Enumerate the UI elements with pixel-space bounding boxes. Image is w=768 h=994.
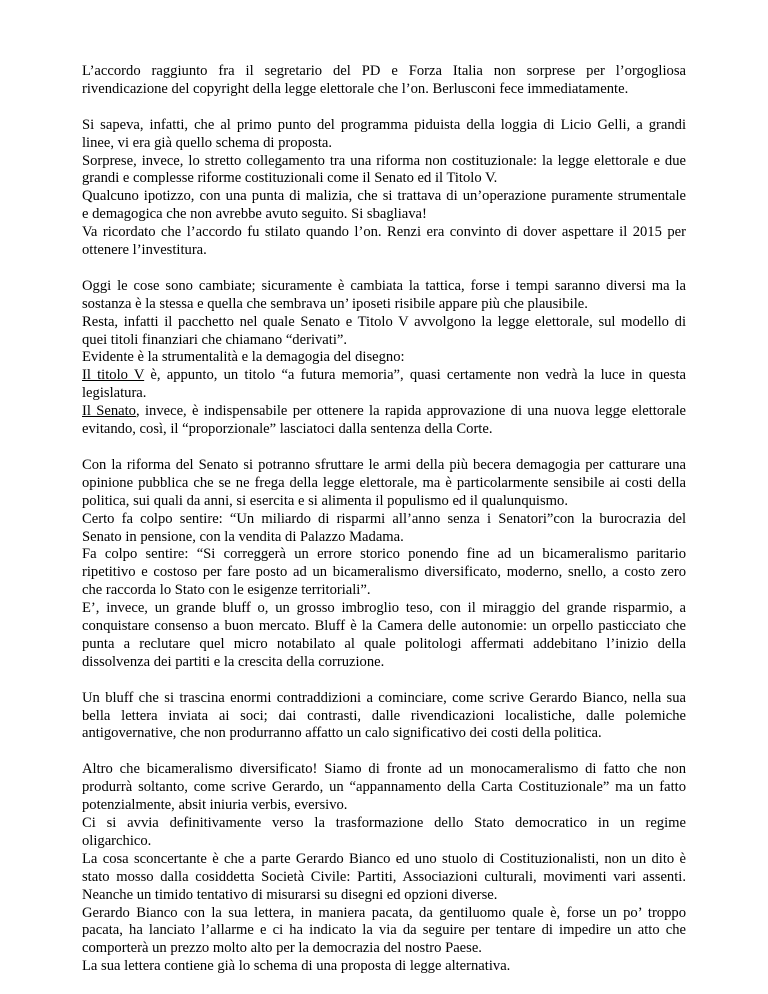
text-line: Neanche un timido tentativo di misurarsi su disegni ed opzioni diverse. xyxy=(82,886,498,903)
text-line: conquistare consenso a buon mercato. Bluff è la Camera delle autonomie: un orpello pasticciato che xyxy=(82,618,686,635)
text-line: e demagogica che non avrebbe avuto seguito. Si sbagliava! xyxy=(82,206,427,223)
paragraph-6 xyxy=(82,761,686,976)
text-line: pacata, ha lanciato l’allarme e ci ha indicato la via da seguire per tentare di impedire un atto che xyxy=(82,922,686,939)
text-line: comporterà un prezzo molto alto per la democrazia del nostro Paese. xyxy=(82,940,482,957)
text-line: potenzialmente, absit iniuria verbis, eversivo. xyxy=(82,797,348,814)
text-line: Fa colpo sentire: “Si correggerà un errore storico ponendo fine ad un bicameralismo paritario xyxy=(82,546,686,563)
paragraph-3 xyxy=(82,278,686,439)
text-line: oligarchico. xyxy=(82,832,152,849)
paragraph-2 xyxy=(82,117,686,260)
text-line: quei titoli finanziari che chiamano “derivati”. xyxy=(82,331,348,348)
text-line: politica, sui quali da anni, si esercita e si alimenta il populismo ed il qualunquismo. xyxy=(82,492,568,509)
text-line: Sorprese, invece, lo stretto collegamento tra una riforma non costituzionale: la legge elettorale e due xyxy=(82,152,686,169)
text-line: antigovernative, che non produrranno affatto un calo significativo dei costi della politica. xyxy=(82,725,602,742)
text-line: Altro che bicameralismo diversificato! Siamo di fronte ad un monocameralismo di fatto che non xyxy=(82,761,686,778)
text-line: ottenere l’investitura. xyxy=(82,242,207,259)
text-line: La cosa sconcertante è che a parte Gerardo Bianco ed uno stuolo di Costituzionalisti, non un dito è xyxy=(82,850,686,867)
text-line: produrrà soltanto, come scrive Gerardo, un “appannamento della Carta Costituzionale” ma un fatto xyxy=(82,779,686,796)
line-rest: è, appunto, un titolo “a futura memoria”, quasi certamente non vedrà la luce in questa xyxy=(150,367,686,384)
text-line: Qualcuno ipotizzo, con una punta di malizia, che si trattava di un’operazione puramente strumentale xyxy=(82,188,686,205)
text-line: stato mosso dalla cosiddetta Società Civile: Partiti, Associazioni culturali, movimenti vari assenti. xyxy=(82,868,686,885)
text-line: L’accordo raggiunto fra il segretario del PD e Forza Italia non sorprese per l’orgogliosa xyxy=(82,63,686,79)
text-line: dissolvenza dei partiti e la crescita della corruzione. xyxy=(82,653,385,670)
text-line: Un bluff che si trascina enormi contraddizioni a cominciare, come scrive Gerardo Bianco, nella sua xyxy=(82,689,686,706)
underlined-term: Il Senato xyxy=(82,403,136,420)
text-line: rivendicazione del copyright della legge elettorale che l’on. Berlusconi fece immediatamente. xyxy=(82,80,629,97)
paragraph-5 xyxy=(82,690,686,744)
line-rest: , invece, è indispensabile per ottenere la rapida approvazione di una nuova legge elettorale xyxy=(135,403,686,420)
text-line: E’, invece, un grande bluff o, un grosso imbroglio teso, con il miraggio del grande risparmio, a xyxy=(82,600,686,617)
text-line: opinione pubblica che se ne frega della legge elettorale, ma è particolarmente sensibile ai costi della xyxy=(82,474,686,491)
text-line: evitando, così, il “proporzionale” lasciatoci dalla sentenza della Corte. xyxy=(82,421,493,438)
text-line: Si sapeva, infatti, che al primo punto del programma piduista della loggia di Licio Gelli, a grandi xyxy=(82,116,686,133)
text-line: che raccorda lo Stato con le esigenze territoriali”. xyxy=(82,582,371,599)
text-line: Ci si avvia definitivamente verso la trasformazione dello Stato democratico in un regime xyxy=(82,814,686,831)
text-line: sostanza è la stessa e quella che sembrava un’ iposeti risibile appare più che plausibile. xyxy=(82,295,588,312)
text-line: bella lettera inviata ai soci; dai contrasti, dalle rivendicazioni localistiche, dalle polemiche xyxy=(82,707,686,724)
text-line xyxy=(82,403,686,421)
underlined-term: Il titolo V xyxy=(82,367,145,384)
text-line: La sua lettera contiene già lo schema di una proposta di legge alternativa. xyxy=(82,958,511,975)
text-line: Resta, infatti il pacchetto nel quale Senato e Titolo V avvolgono la legge elettorale, sul modello di xyxy=(82,313,686,330)
text-line: ripetitivo e costoso per fare posto ad un bicameralismo diversificato, moderno, snello, a costo zero xyxy=(82,564,686,581)
text-line: Va ricordato che l’accordo fu stilato quando l’on. Renzi era convinto di dover aspettare il 2015 per xyxy=(82,224,686,241)
text-line xyxy=(82,367,686,385)
text-line: Con la riforma del Senato si potranno sfruttare le armi della più becera demagogia per catturare una xyxy=(82,456,686,473)
text-line: punta a reclutare quel micro notabilato al quale politologi affermati addebitano l’inizio della xyxy=(82,635,686,652)
text-line: Gerardo Bianco con la sua lettera, in maniera pacata, da gentiluomo quale è, forse un po’ troppo xyxy=(82,904,686,921)
text-line: linee, vi era già quello schema di proposta. xyxy=(82,134,333,151)
text-line: Evidente è la strumentalità e la demagogia del disegno: xyxy=(82,349,405,366)
text-line: Certo fa colpo sentire: “Un miliardo di risparmi all’anno senza i Senatori”con la burocrazia del xyxy=(82,510,686,527)
text-line: Senato in pensione, con la vendita di Palazzo Madama. xyxy=(82,528,404,545)
text-line: legislatura. xyxy=(82,385,147,402)
text-line: Oggi le cose sono cambiate; sicuramente è cambiata la tattica, forse i tempi saranno diversi ma la xyxy=(82,277,686,294)
text-line: grandi e complesse riforme costituzionali come il Senato ed il Titolo V. xyxy=(82,170,498,187)
paragraph-1 xyxy=(82,63,686,99)
paragraph-4 xyxy=(82,457,686,672)
